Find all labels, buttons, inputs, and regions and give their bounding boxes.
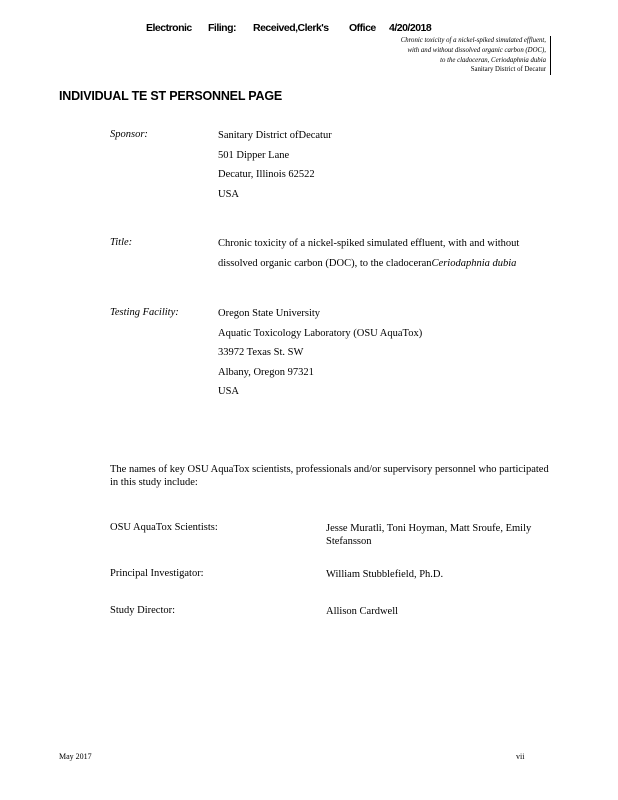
sponsor-line: 501 Dipper Lane [218, 149, 290, 161]
personnel-label-study-director: Study Director: [110, 605, 176, 616]
doc-ref-species: Ceriodaphnia dubia [491, 56, 546, 64]
title-label: Title: [110, 237, 133, 248]
testing-facility-address [218, 304, 422, 402]
personnel-value-pi: William Stubblefield, Ph.D. [326, 569, 444, 580]
facility-line: Oregon State University [218, 308, 321, 319]
doc-ref-line-3-prefix: to the cladoceran, [440, 56, 490, 64]
study-title-line-2-prefix: dissolved organic carbon (DOC), to the cladoceran [218, 257, 432, 269]
stamp-received: Received,Clerk's [253, 22, 329, 34]
stamp-electronic: Electronic [146, 22, 192, 34]
study-title-line-2 [218, 254, 519, 274]
doc-ref-line-3 [346, 56, 546, 66]
personnel-intro: The names of key OSU AquaTox scientists, professionals and/or supervisory personnel who participated in this study include: [110, 464, 549, 488]
stamp-office: Office [349, 22, 376, 34]
stamp-date: 4/20/2018 [389, 22, 432, 34]
personnel-value-scientists: Jesse Muratli, Toni Hoyman, Matt Sroufe, Emily Stefansson [326, 523, 532, 547]
sponsor-label: Sponsor: [110, 129, 148, 140]
footer-date: May 2017 [59, 752, 92, 761]
page-title: INDIVIDUAL TE ST PERSONNEL PAGE [59, 89, 282, 103]
footer-page-number: vii [516, 752, 525, 761]
sponsor-line: USA [218, 188, 240, 200]
doc-ref-line-4: Sanitary District of Decatur [470, 66, 546, 74]
study-title-line-1: Chronic toxicity of a nickel-spiked simulated effluent, with and without [218, 238, 520, 249]
study-title-species: Ceriodaphnia dubia [431, 257, 517, 269]
document-reference [346, 36, 551, 75]
personnel-value-study-director: Allison Cardwell [326, 606, 399, 617]
sponsor-address [218, 126, 332, 204]
stamp-filing: Filing: [208, 22, 236, 34]
doc-ref-line-1: Chronic toxicity of a nickel-spiked simulated effluent, [400, 37, 546, 44]
study-title [218, 234, 519, 273]
sponsor-line: Sanitary District ofDecatur [218, 130, 332, 141]
doc-ref-line-2: with and without dissolved organic carbon (DOC), [407, 46, 546, 54]
facility-line: 33972 Texas St. SW [218, 347, 304, 358]
sponsor-line: Decatur, Illinois 62522 [218, 169, 315, 180]
facility-line: Aquatic Toxicology Laboratory (OSU AquaTox) [218, 327, 423, 339]
personnel-label-scientists: OSU AquaTox Scientists: [110, 522, 218, 533]
facility-line: Albany, Oregon 97321 [218, 366, 314, 378]
facility-line: USA [218, 386, 240, 397]
testing-facility-label: Testing Facility: [110, 307, 179, 318]
personnel-label-pi: Principal Investigator: [110, 568, 204, 579]
